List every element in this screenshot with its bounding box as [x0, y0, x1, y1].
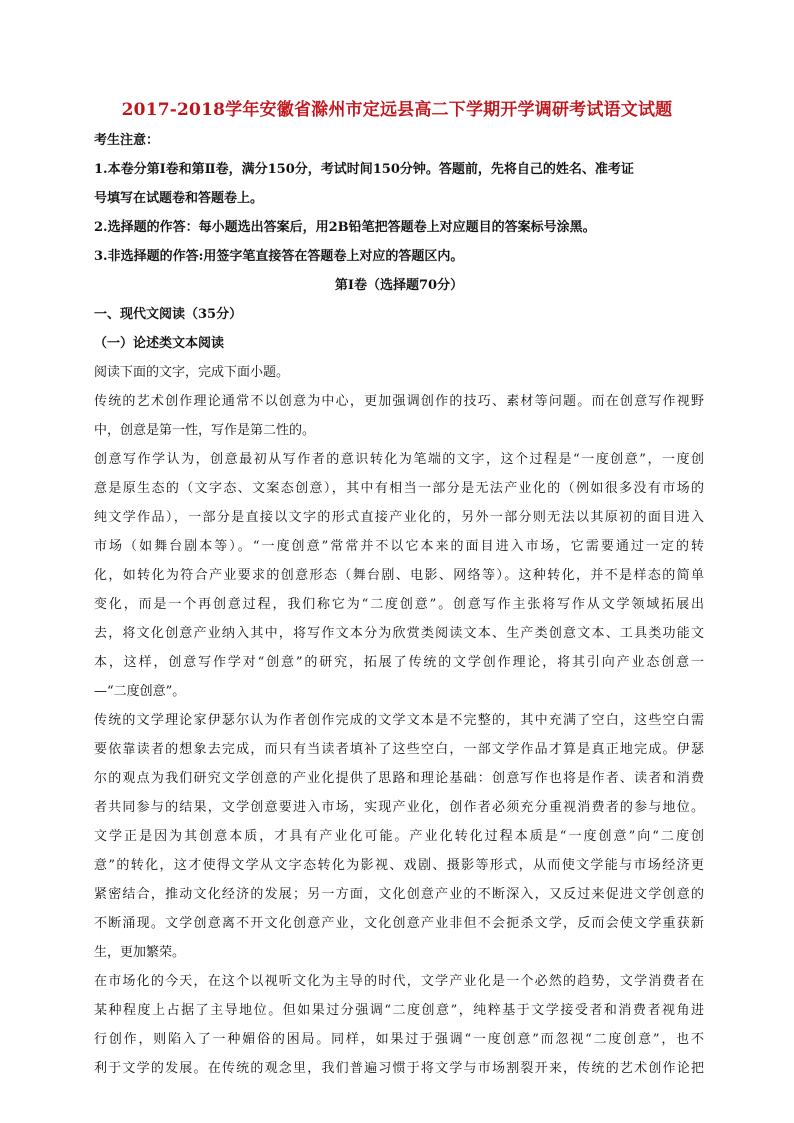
paragraph-line: 行创作，则陷入了一种媚俗的困局。同样，如果过于强调“一度创意”而忽视“二度创意”，也不: [94, 1032, 704, 1047]
paragraph-line: 创意写作学认为，创意最初从写作者的意识转化为笔端的文字，这个过程是“一度创意”，一度创: [94, 452, 704, 467]
document-body: [94, 126, 704, 1083]
subsection-heading: （一）论述类文本阅读: [94, 336, 225, 351]
paragraph-line: 中，创意是第一性，写作是第二性的。: [94, 423, 316, 438]
paragraph-line: —“二度创意”。: [94, 684, 186, 699]
paragraph-line: 者共同参与的结果，文学创意要进入市场，实现产业化，创作者必须充分重视消费者的参与地位。: [94, 800, 704, 815]
notice-heading: 考生注意：: [94, 133, 160, 148]
notice-line: 3.非选择题的作答:用签字笔直接答在答题卷上对应的答题区内。: [94, 249, 464, 264]
paragraph-line: 某种程度上占据了主导地位。但如果过分强调“二度创意”，纯粹基于文学接受者和消费者视角进: [94, 1003, 704, 1018]
part-title: 第Ⅰ卷（选择题70分）: [334, 278, 464, 293]
paragraph-line: 文学正是因为其创意本质，才具有产业化可能。产业化转化过程本质是“一度创意”向“二度创: [94, 829, 704, 844]
notice-line: 1.本卷分第Ⅰ卷和第Ⅱ卷，满分150分，考试时间150分钟。答题前，先将自己的姓名、准考证: [94, 162, 634, 177]
paragraph-line: 本，这样，创意写作学对“创意”的研究，拓展了传统的文学创作理论，将其引向产业态创意一: [94, 655, 704, 670]
paragraph-line: 不断涌现。文学创意离不开文化创意产业，文化创意产业非但不会扼杀文学，反而会使文学重获新: [94, 916, 704, 931]
paragraph-line: 纯文学作品），一部分是直接以文字的形式直接产业化的，另外一部分则无法以其原初的面目进入: [94, 510, 704, 525]
instruction-text: 阅读下面的文字，完成下面小题。: [94, 365, 290, 380]
notice-line: 2.选择题的作答：每小题选出答案后，用2B铅笔把答题卷上对应题目的答案标号涂黑。: [94, 220, 596, 235]
paragraph-line: 市场（如舞台剧本等）。“一度创意”常常并不以它本来的面目进入市场，它需要通过一定的转: [94, 539, 704, 554]
paragraph-line: 传统的艺术创作理论通常不以创意为中心，更加强调创作的技巧、素材等问题。而在创意写作视野: [94, 394, 704, 409]
paragraph-line: 要依靠读者的想象去完成，而只有当读者填补了这些空白，一部文学作品才算是真正地完成。伊瑟: [94, 742, 704, 757]
paragraph-line: 传统的文学理论家伊瑟尔认为作者创作完成的文学文本是不完整的，其中充满了空白，这些空白需: [94, 713, 704, 728]
paragraph-line: 生，更加繁荣。: [94, 945, 186, 960]
paragraph-line: 在市场化的今天，在这个以视听文化为主导的时代，文学产业化是一个必然的趋势，文学消费者在: [94, 974, 704, 989]
paragraph-line: 意是原生态的（文字态、文案态创意），其中有相当一部分是无法产业化的（例如很多没有市场的: [94, 481, 704, 496]
paragraph-line: 化，如转化为符合产业要求的创意形态（舞台剧、电影、网络等）。这种转化，并不是样态的简单: [94, 568, 704, 583]
paragraph-line: 紧密结合，推动文化经济的发展；另一方面，文化创意产业的不断深入，又反过来促进文学创意的: [94, 887, 704, 902]
paragraph-line: 尔的观点为我们研究文学创意的产业化提供了思路和理论基础：创意写作也将是作者、读者和消费: [94, 771, 704, 786]
paragraph-line: 变化，而是一个再创意过程，我们称它为“二度创意”。创意写作主张将写作从文学领域拓展出: [94, 597, 704, 612]
paragraph-line: 去，将文化创意产业纳入其中，将写作文本分为欣赏类阅读文本、生产类创意文本、工具类功能文: [94, 626, 704, 641]
paragraph-line: 利于文学的发展。在传统的观念里，我们普遍习惯于将文学与市场割裂开来，传统的艺术创作论把: [94, 1061, 704, 1076]
paragraph-line: 意”的转化，这才使得文学从文字态转化为影视、戏剧、摄影等形式，从而使文学能与市场经济更: [94, 858, 704, 873]
section-heading: 一、现代文阅读（35分）: [94, 307, 243, 322]
notice-line: 号填写在试题卷和答题卷上。: [94, 191, 264, 206]
document-title: 2017-2018学年安徽省滁州市定远县高二下学期开学调研考试语文试题: [121, 100, 673, 120]
